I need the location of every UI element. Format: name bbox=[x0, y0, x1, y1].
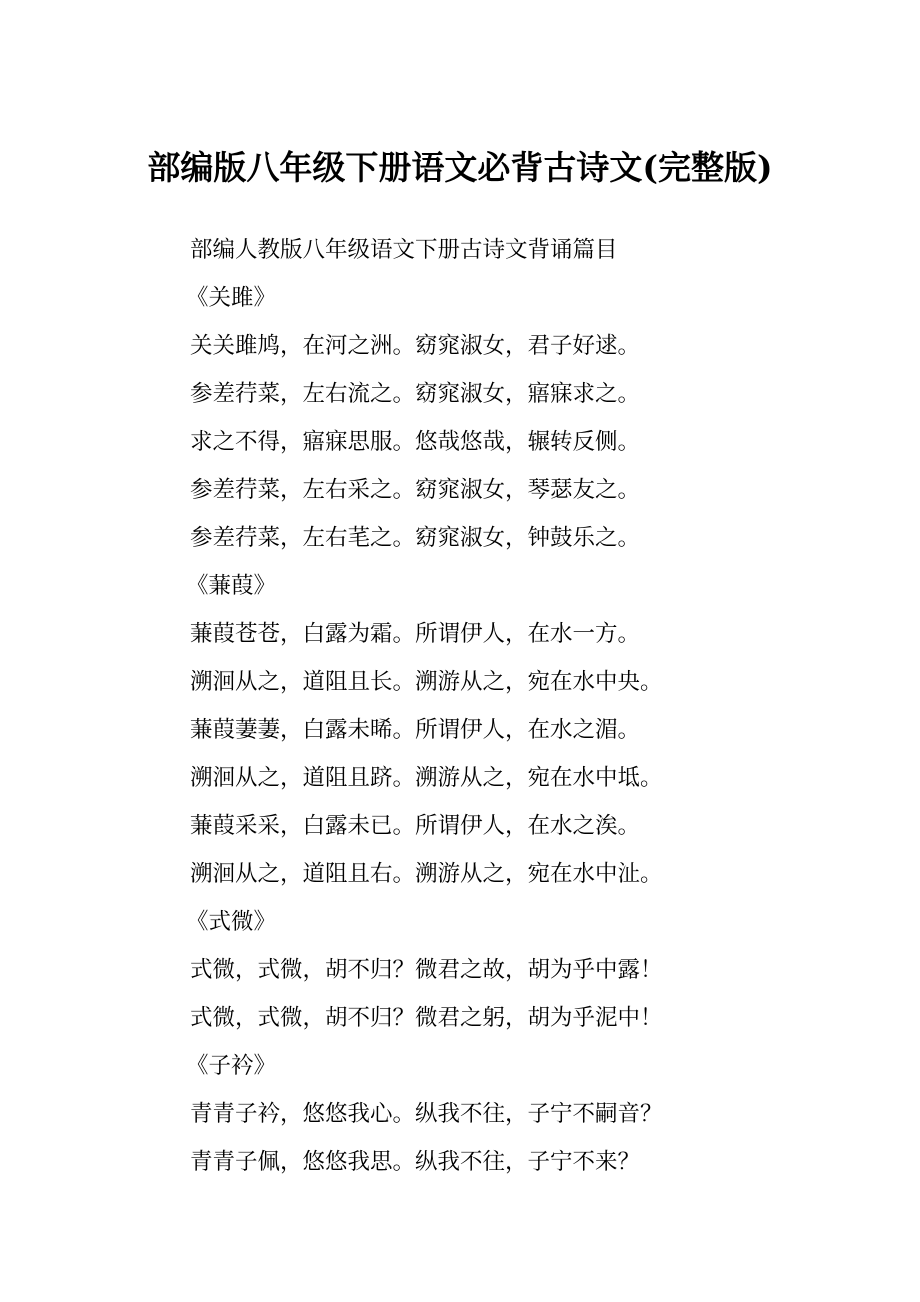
poem-line: 关关雎鸠，在河之洲。窈窕淑女，君子好逑。 bbox=[190, 333, 641, 359]
poem-line: 溯洄从之，道阻且右。溯游从之，宛在水中沚。 bbox=[190, 861, 663, 887]
poem-line: 蒹葭苍苍，白露为霜。所谓伊人，在水一方。 bbox=[190, 621, 641, 647]
poem-line: 式微，式微，胡不归？微君之躬，胡为乎泥中！ bbox=[190, 1005, 663, 1031]
poem-line: 式微，式微，胡不归？微君之故，胡为乎中露！ bbox=[190, 957, 663, 983]
poem-title: 《关雎》 bbox=[186, 285, 277, 311]
poem-title: 《蒹葭》 bbox=[186, 573, 277, 599]
poem-line: 溯洄从之，道阻且长。溯游从之，宛在水中央。 bbox=[190, 669, 663, 695]
poem-title: 《式微》 bbox=[186, 909, 277, 935]
poem-shiwei bbox=[186, 898, 890, 1042]
poem-line: 青青子衿，悠悠我心。纵我不往，子宁不嗣音？ bbox=[190, 1101, 663, 1127]
poem-title: 《子衿》 bbox=[186, 1053, 277, 1079]
poem-zijin bbox=[186, 1042, 890, 1186]
poem-line: 蒹葭萋萋，白露未晞。所谓伊人，在水之湄。 bbox=[190, 717, 641, 743]
poem-line: 参差荇菜，左右采之。窈窕淑女，琴瑟友之。 bbox=[190, 477, 641, 503]
poem-line: 青青子佩，悠悠我思。纵我不往，子宁不来？ bbox=[190, 1149, 641, 1175]
poem-line: 参差荇菜，左右芼之。窈窕淑女，钟鼓乐之。 bbox=[190, 525, 641, 551]
poem-line: 求之不得，寤寐思服。悠哉悠哉，辗转反侧。 bbox=[190, 429, 641, 455]
document-title: 部编版八年级下册语文必背古诗文(完整版) bbox=[147, 148, 773, 187]
section-subtitle: 部编人教版八年级语文下册古诗文背诵篇目 bbox=[190, 237, 618, 263]
document-body bbox=[186, 226, 890, 1186]
poem-line: 蒹葭采采，白露未已。所谓伊人，在水之涘。 bbox=[190, 813, 641, 839]
poem-line: 参差荇菜，左右流之。窈窕淑女，寤寐求之。 bbox=[190, 381, 641, 407]
poem-jianjia bbox=[186, 562, 890, 898]
poem-line: 溯洄从之，道阻且跻。溯游从之，宛在水中坻。 bbox=[190, 765, 663, 791]
poem-guanju bbox=[186, 274, 890, 562]
